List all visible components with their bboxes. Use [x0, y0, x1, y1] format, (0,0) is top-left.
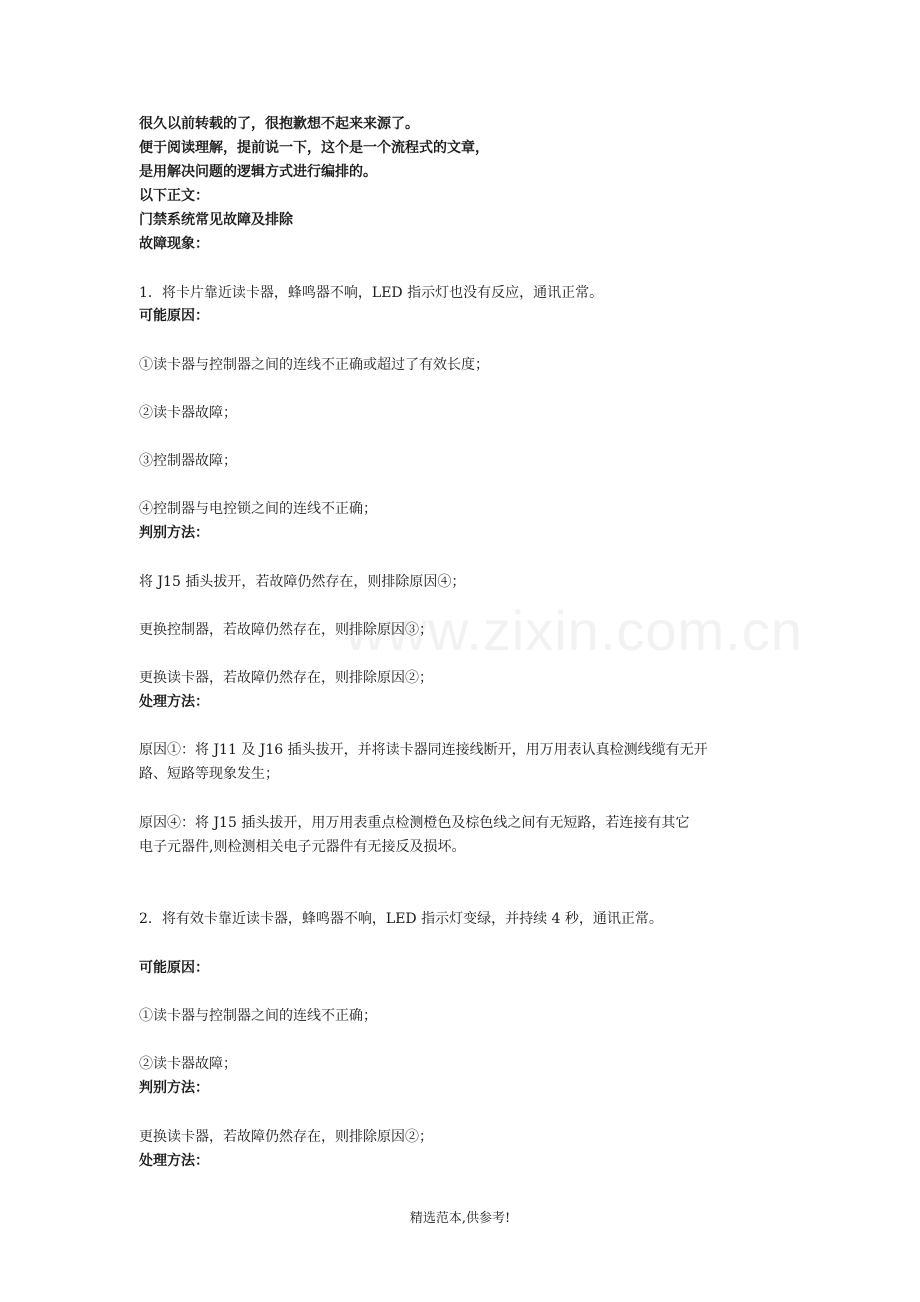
intro-line-2: 便于阅读理解，提前说一下，这个是一个流程式的文章， — [139, 140, 489, 156]
fault-2-description: 2．将有效卡靠近读卡器，蜂鸣器不响，LED 指示灯变绿，并持续 4 秒，通讯正常。 — [139, 911, 663, 927]
subheading: 判别方法： — [139, 525, 209, 541]
intro-line-1: 很久以前转载的了，很抱歉想不起来来源了。 — [139, 116, 419, 132]
list-item: 更换读卡器，若故障仍然存在，则排除原因②； — [139, 670, 433, 686]
list-item: ③控制器故障； — [139, 453, 237, 469]
paragraph-line: 路、短路等现象发生； — [139, 766, 279, 782]
subheading: 处理方法： — [139, 1153, 209, 1169]
section-heading: 故障现象： — [139, 236, 209, 252]
paragraph-line: 原因④：将 J15 插头拔开，用万用表重点检测橙色及棕色线之间有无短路，若连接有其它 — [139, 815, 690, 831]
page-footer: 精选范本,供参考! — [409, 1211, 511, 1226]
paragraph-line: 原因①：将 J11 及 J16 插头拔开，并将读卡器同连接线断开，用万用表认真检测线缆有无开 — [139, 742, 708, 758]
list-item: ②读卡器故障； — [139, 1056, 237, 1072]
list-item: ②读卡器故障； — [139, 405, 237, 421]
subheading: 处理方法： — [139, 694, 209, 710]
intro-line-4: 以下正文： — [139, 188, 209, 204]
list-item: 更换控制器，若故障仍然存在，则排除原因③； — [139, 622, 433, 638]
document-title: 门禁系统常见故障及排除 — [139, 212, 293, 228]
list-item: ①读卡器与控制器之间的连线不正确或超过了有效长度； — [139, 357, 489, 373]
intro-line-3: 是用解决问题的逻辑方式进行编排的。 — [139, 164, 377, 180]
list-item: 将 J15 插头拔开，若故障仍然存在，则排除原因④； — [139, 574, 466, 590]
subheading: 判别方法： — [139, 1080, 209, 1096]
list-item: ④控制器与电控锁之间的连线不正确； — [139, 501, 377, 517]
fault-1-description: 1．将卡片靠近读卡器，蜂鸣器不响，LED 指示灯也没有反应，通讯正常。 — [139, 285, 604, 301]
subheading: 可能原因： — [139, 308, 209, 324]
subheading: 可能原因： — [139, 960, 209, 976]
list-item: ①读卡器与控制器之间的连线不正确； — [139, 1008, 377, 1024]
list-item: 更换读卡器，若故障仍然存在，则排除原因②； — [139, 1129, 433, 1145]
paragraph-line: 电子元器件,则检测相关电子元器件有无接反及损坏。 — [139, 839, 466, 855]
watermark: www.zixin.com.cn — [345, 599, 803, 662]
